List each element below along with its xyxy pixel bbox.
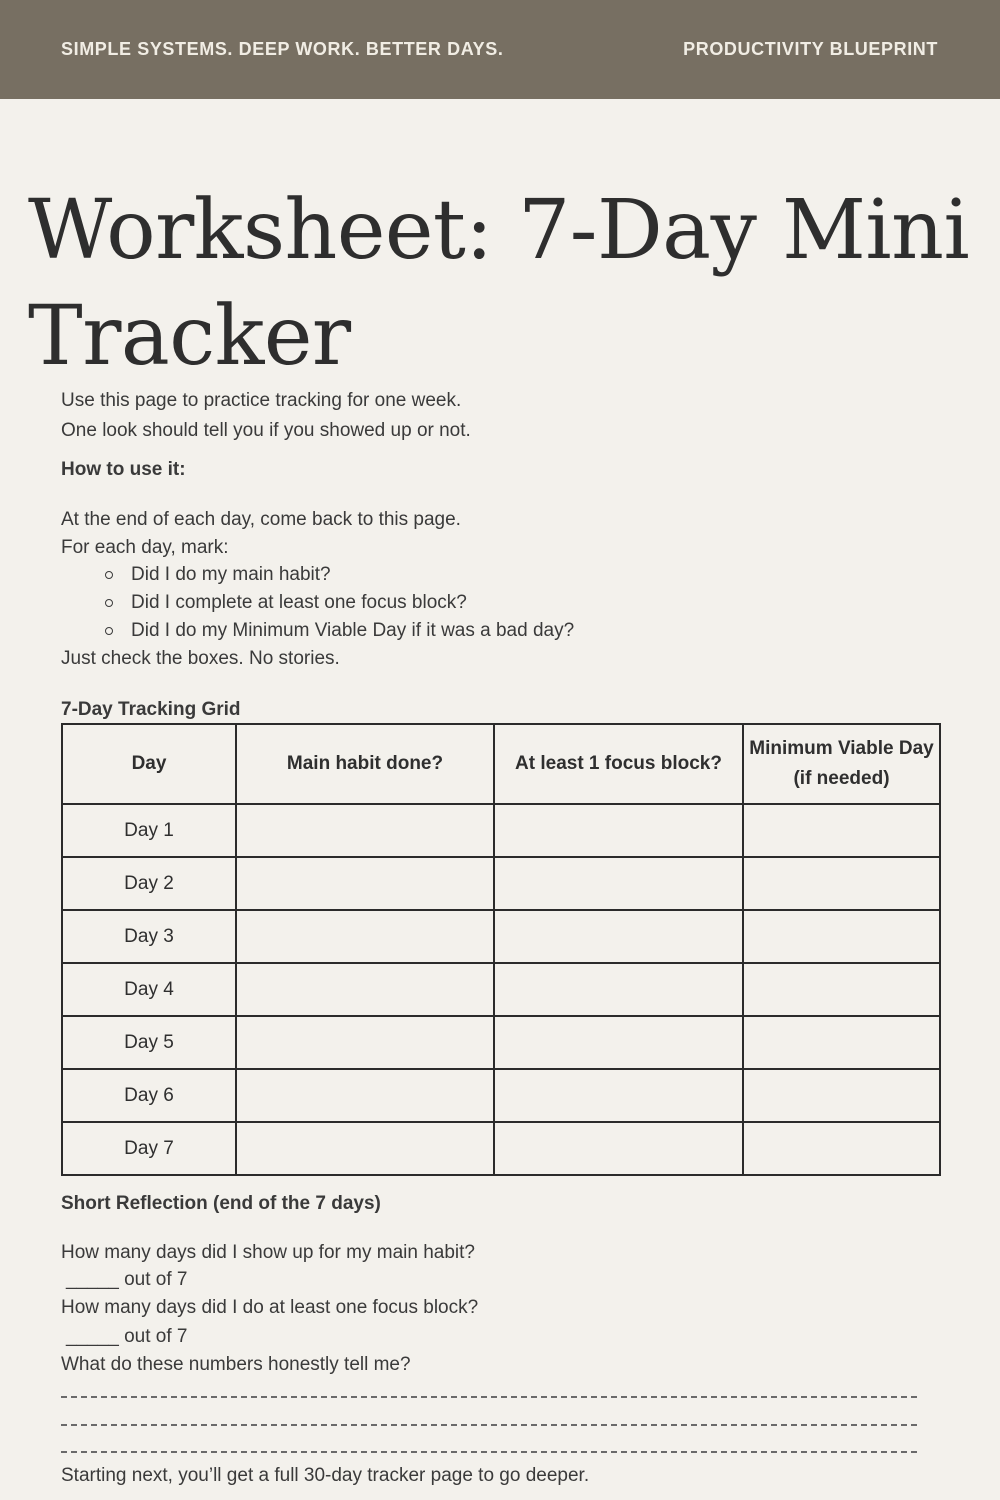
header-minimum-viable-day: Minimum Viable Day (if needed): [743, 724, 940, 804]
how-to-line-3: Just check the boxes. No stories.: [61, 648, 340, 669]
bullet-circle-icon: [105, 627, 113, 635]
minimum-viable-day-checkbox-cell[interactable]: [743, 1016, 940, 1069]
focus-block-checkbox-cell[interactable]: [494, 1069, 743, 1122]
day-label: Day 6: [62, 1069, 236, 1122]
bullet-text: Did I do my Minimum Viable Day if it was a bad day?: [131, 620, 575, 641]
table-row: [62, 1122, 940, 1175]
minimum-viable-day-checkbox-cell[interactable]: [743, 1122, 940, 1175]
header-focus-block: At least 1 focus block?: [494, 724, 743, 804]
writing-line[interactable]: [61, 1451, 917, 1453]
header-main-habit: Main habit done?: [236, 724, 494, 804]
tracking-grid: [61, 723, 941, 1176]
main-habit-checkbox-cell[interactable]: [236, 1122, 494, 1175]
main-habit-checkbox-cell[interactable]: [236, 963, 494, 1016]
minimum-viable-day-checkbox-cell[interactable]: [743, 1069, 940, 1122]
header-bar: [0, 0, 1000, 99]
grid-caption: 7-Day Tracking Grid: [61, 699, 241, 720]
day-label: Day 7: [62, 1122, 236, 1175]
main-habit-checkbox-cell[interactable]: [236, 1069, 494, 1122]
focus-block-checkbox-cell[interactable]: [494, 963, 743, 1016]
focus-block-checkbox-cell[interactable]: [494, 857, 743, 910]
writing-line[interactable]: [61, 1396, 917, 1398]
day-label: Day 3: [62, 910, 236, 963]
reflection-heading: Short Reflection (end of the 7 days): [61, 1193, 381, 1214]
reflection-answer-1[interactable]: _____ out of 7: [66, 1269, 188, 1290]
intro-line-2: One look should tell you if you showed up or not.: [61, 420, 471, 441]
table-row: [62, 963, 940, 1016]
reflection-question-3: What do these numbers honestly tell me?: [61, 1354, 411, 1375]
bullet-text: Did I do my main habit?: [131, 564, 331, 585]
minimum-viable-day-checkbox-cell[interactable]: [743, 963, 940, 1016]
minimum-viable-day-checkbox-cell[interactable]: [743, 804, 940, 857]
minimum-viable-day-checkbox-cell[interactable]: [743, 857, 940, 910]
focus-block-checkbox-cell[interactable]: [494, 910, 743, 963]
day-label: Day 5: [62, 1016, 236, 1069]
focus-block-checkbox-cell[interactable]: [494, 1122, 743, 1175]
header-tagline: SIMPLE SYSTEMS. DEEP WORK. BETTER DAYS.: [61, 39, 504, 59]
how-to-bullet-list: [105, 563, 574, 647]
main-habit-checkbox-cell[interactable]: [236, 857, 494, 910]
table-row: [62, 1069, 940, 1122]
how-to-line-2: For each day, mark:: [61, 537, 229, 558]
bullet-text: Did I complete at least one focus block?: [131, 592, 467, 613]
how-to-line-1: At the end of each day, come back to this page.: [61, 509, 461, 530]
table-row: [62, 910, 940, 963]
day-label: Day 2: [62, 857, 236, 910]
focus-block-checkbox-cell[interactable]: [494, 1016, 743, 1069]
list-item: [105, 591, 574, 619]
table-row: [62, 857, 940, 910]
main-habit-checkbox-cell[interactable]: [236, 804, 494, 857]
how-to-heading: How to use it:: [61, 459, 186, 480]
reflection-question-2: How many days did I do at least one focus block?: [61, 1297, 479, 1318]
day-label: Day 4: [62, 963, 236, 1016]
footer-note: Starting next, you’ll get a full 30-day tracker page to go deeper.: [61, 1465, 590, 1486]
table-row: [62, 804, 940, 857]
writing-line[interactable]: [61, 1424, 917, 1426]
bullet-circle-icon: [105, 571, 113, 579]
reflection-answer-2[interactable]: _____ out of 7: [66, 1326, 188, 1347]
reflection-question-1: How many days did I show up for my main habit?: [61, 1242, 475, 1263]
focus-block-checkbox-cell[interactable]: [494, 804, 743, 857]
main-habit-checkbox-cell[interactable]: [236, 1016, 494, 1069]
bullet-circle-icon: [105, 599, 113, 607]
table-header-row: [62, 724, 940, 804]
minimum-viable-day-checkbox-cell[interactable]: [743, 910, 940, 963]
day-label: Day 1: [62, 804, 236, 857]
intro-line-1: Use this page to practice tracking for one week.: [61, 390, 462, 411]
table-row: [62, 1016, 940, 1069]
list-item: [105, 619, 574, 647]
header-series-name: PRODUCTIVITY BLUEPRINT: [683, 39, 938, 59]
header-day: Day: [62, 724, 236, 804]
main-habit-checkbox-cell[interactable]: [236, 910, 494, 963]
list-item: [105, 563, 574, 591]
page-title: Worksheet: 7-Day Mini Tracker: [28, 183, 970, 384]
